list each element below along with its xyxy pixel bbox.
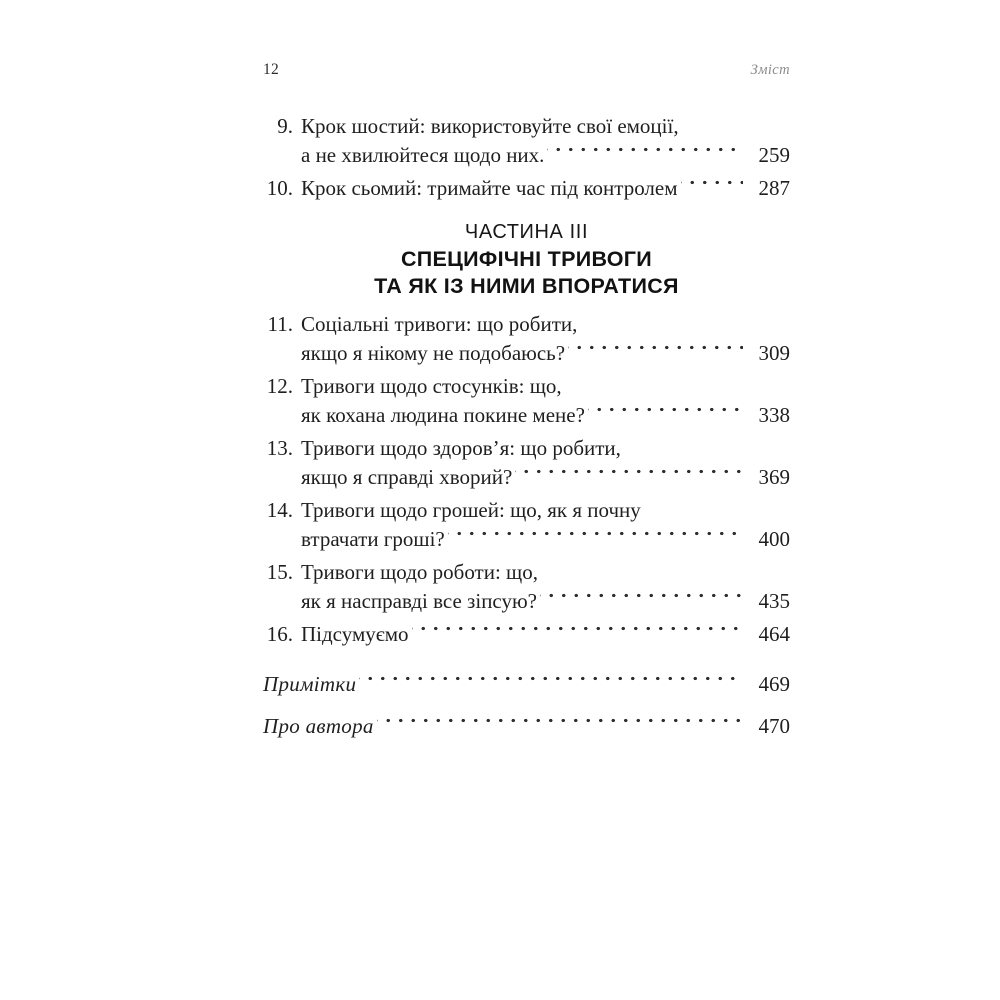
dot-leader — [568, 339, 743, 368]
toc-entry-line — [263, 401, 790, 430]
entry-title: Примітки — [263, 672, 357, 696]
table-of-contents — [263, 112, 790, 741]
entry-number: 16. — [266, 622, 293, 646]
back-matter — [263, 670, 790, 741]
entry-title: Крок сьомий: тримайте час під контролем — [301, 176, 678, 200]
entry-title: Про автора — [263, 714, 374, 738]
entry-title-continuation: як кохана людина покине мене? — [301, 403, 585, 427]
dot-leader — [412, 620, 743, 649]
toc-entry-line — [263, 434, 790, 463]
dot-leader — [681, 174, 743, 203]
entry-number: 15. — [266, 560, 293, 584]
entry-page: 259 — [758, 143, 790, 167]
toc-entry-line — [263, 372, 790, 401]
entry-number: 14. — [266, 498, 293, 522]
toc-entry-line — [263, 712, 790, 741]
entry-page: 309 — [758, 341, 790, 365]
page-content — [263, 60, 790, 754]
toc-entry-15 — [263, 558, 790, 616]
entry-number: 12. — [266, 374, 293, 398]
entry-title-continuation: як я насправді все зіпсую? — [301, 589, 537, 613]
entry-title: Тривоги щодо грошей: що, як я почну — [301, 498, 641, 522]
entry-title: Соціальні тривоги: що робити, — [301, 312, 578, 336]
toc-entry-9 — [263, 112, 790, 170]
entry-title: Тривоги щодо роботи: що, — [301, 560, 538, 584]
toc-entry-line — [263, 558, 790, 587]
toc-entry-line — [263, 141, 790, 170]
entry-title-continuation: якщо я справді хворий? — [301, 465, 513, 489]
entry-page: 338 — [758, 403, 790, 427]
toc-entry-10 — [263, 174, 790, 203]
entry-title: Тривоги щодо стосунків: що, — [301, 374, 562, 398]
entry-title: Тривоги щодо здоров’я: що робити, — [301, 436, 621, 460]
dot-leader — [540, 587, 743, 616]
entry-number: 13. — [266, 436, 293, 460]
entry-page: 287 — [758, 176, 790, 200]
toc-entry-about-author — [263, 712, 790, 741]
running-title: Зміст — [750, 62, 790, 78]
toc-entry-14 — [263, 496, 790, 554]
entry-number: 11. — [267, 312, 293, 336]
entry-title: Підсумуємо — [301, 622, 409, 646]
page-number: 12 — [263, 61, 280, 78]
toc-entry-line — [263, 463, 790, 492]
part-title-line2: ТА ЯК ІЗ НИМИ ВПОРАТИСЯ — [374, 274, 679, 298]
running-head — [263, 60, 790, 80]
entry-title-continuation: а не хвилюйтеся щодо них. — [301, 143, 545, 167]
toc-entry-line — [263, 587, 790, 616]
entry-page: 464 — [758, 622, 790, 646]
toc-entry-notes — [263, 670, 790, 699]
entry-page: 435 — [758, 589, 790, 613]
toc-entry-line — [263, 112, 790, 141]
dot-leader — [377, 712, 743, 741]
dot-leader — [448, 525, 743, 554]
dot-leader — [588, 401, 743, 430]
toc-entry-13 — [263, 434, 790, 492]
entry-number: 10. — [266, 176, 293, 200]
toc-entry-11 — [263, 310, 790, 368]
toc-entry-line — [263, 339, 790, 368]
entry-page: 470 — [758, 714, 790, 738]
dot-leader — [515, 463, 743, 492]
entry-title-continuation: якщо я нікому не подобаюсь? — [301, 341, 566, 365]
toc-entry-16 — [263, 620, 790, 649]
part-heading — [263, 219, 790, 300]
toc-entry-line — [263, 174, 790, 203]
part-kicker: ЧАСТИНА III — [464, 221, 589, 243]
entry-title: Крок шостий: використовуйте свої емоції, — [301, 114, 679, 138]
toc-entry-12 — [263, 372, 790, 430]
toc-entry-line — [263, 496, 790, 525]
entry-title-continuation: втрачати гроші? — [301, 527, 445, 551]
dot-leader — [359, 670, 743, 699]
entry-page: 369 — [758, 465, 790, 489]
toc-entry-line — [263, 670, 790, 699]
toc-entry-line — [263, 525, 790, 554]
dot-leader — [547, 141, 743, 170]
toc-entry-line — [263, 310, 790, 339]
toc-entry-line — [263, 620, 790, 649]
part-title-line1: СПЕЦИФІЧНІ ТРИВОГИ — [400, 247, 653, 271]
entry-number: 9. — [277, 114, 293, 138]
entry-page: 469 — [758, 672, 790, 696]
entry-page: 400 — [758, 527, 790, 551]
